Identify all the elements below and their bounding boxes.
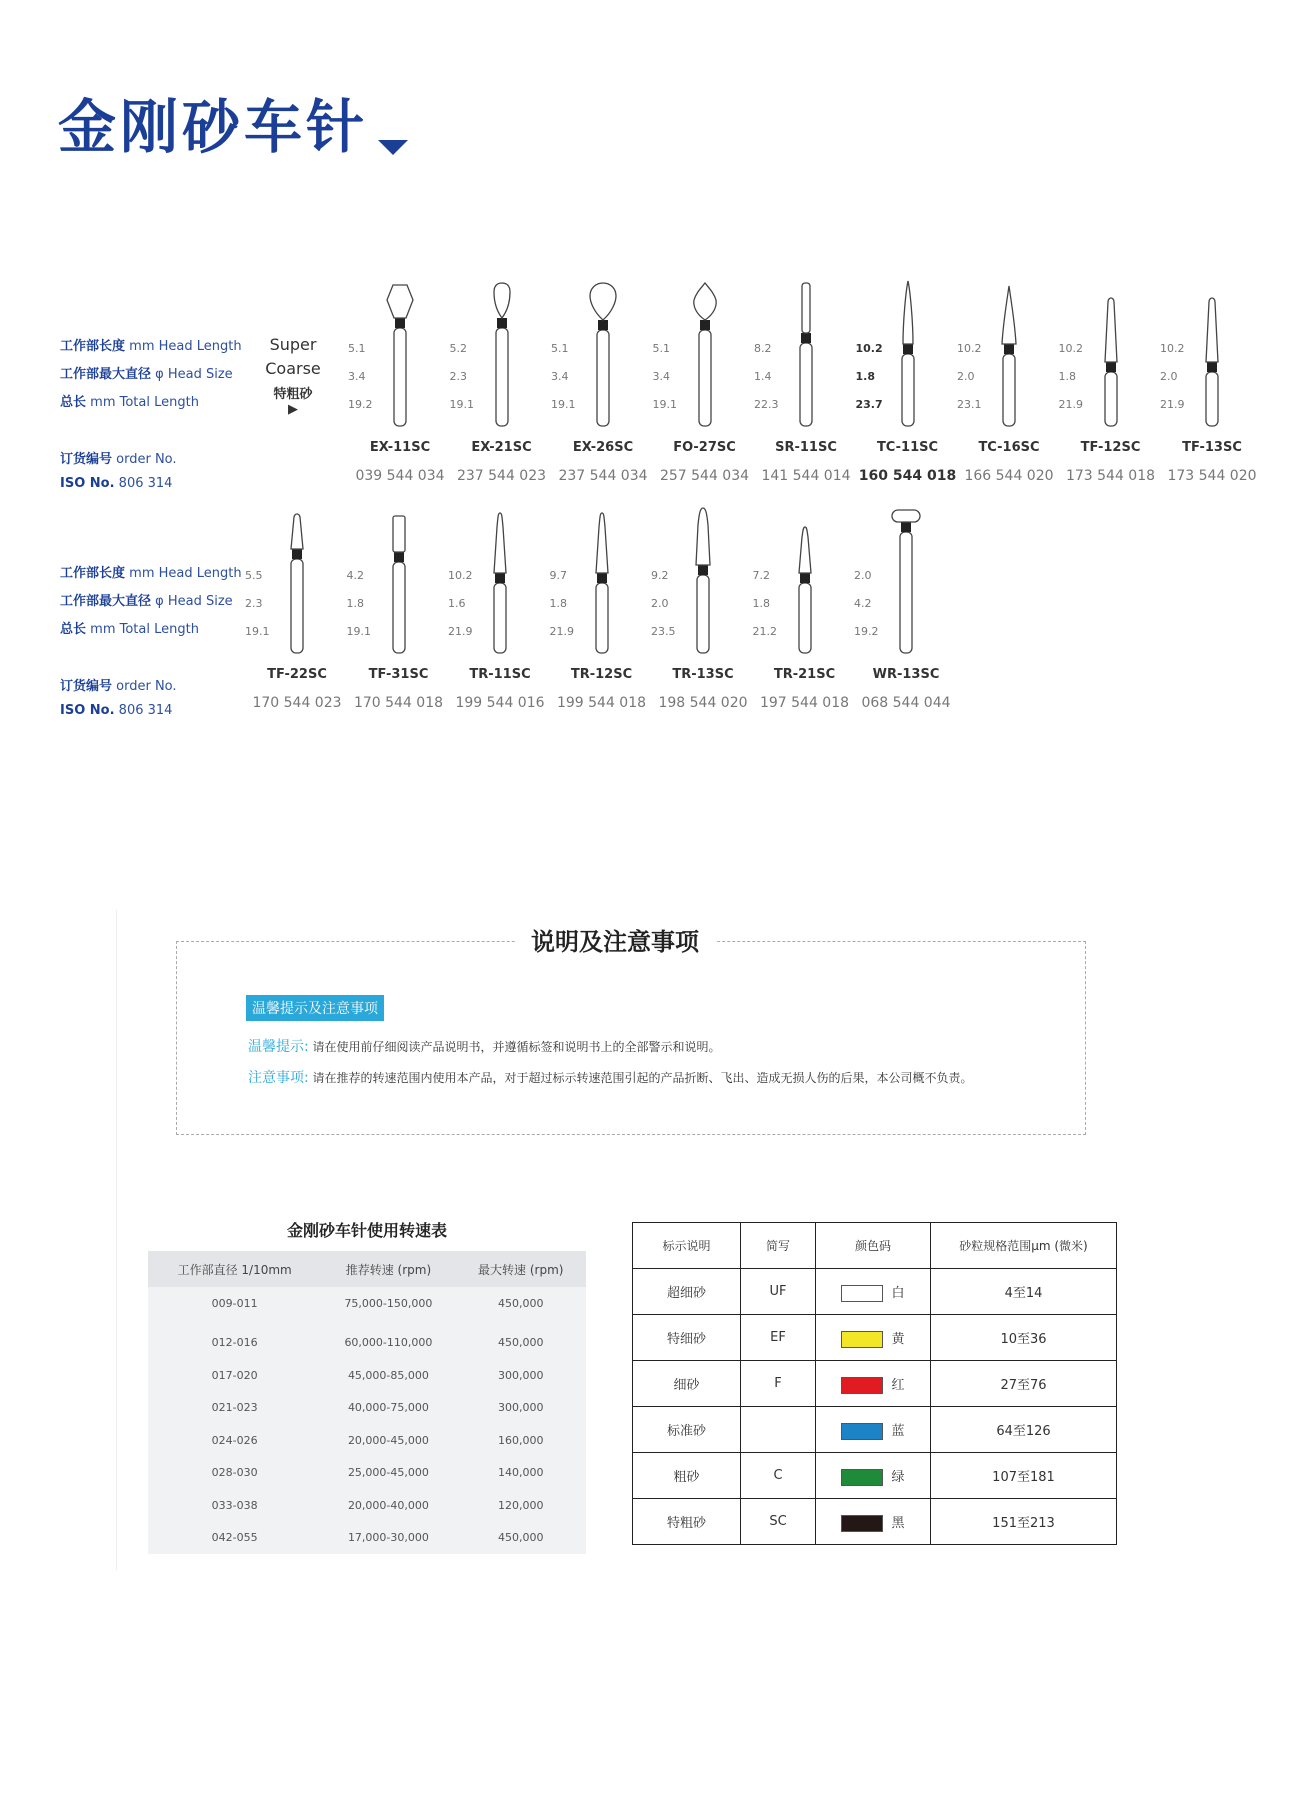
bur-spec-tl: 19.1: [346, 625, 371, 638]
table-cell: 粗砂: [633, 1453, 741, 1499]
bur-spec-hl: 10.2: [855, 342, 883, 355]
label-order-no: 订货编号 order No.: [60, 679, 177, 694]
bur-spec-tl: 21.9: [1058, 398, 1083, 411]
table-cell: 27至76: [931, 1361, 1117, 1407]
chevron-down-icon: [378, 140, 408, 155]
bur-item: [652, 280, 755, 490]
color-swatch: [841, 1515, 883, 1532]
table-cell: UF: [741, 1269, 816, 1315]
table-cell: [816, 1453, 931, 1499]
bur-spec-hs: 2.3: [245, 597, 263, 610]
bur-spec-tl: 19.1: [551, 398, 576, 411]
bur-spec-hl: 5.1: [348, 342, 366, 355]
bur-drawing: [585, 507, 619, 657]
grit-class-super-coarse: Super Coarse 特粗砂 ▶: [265, 335, 321, 417]
bur-order-code: TR-13SC: [672, 667, 734, 682]
table-cell: 300,000: [498, 1401, 544, 1415]
bur-item: [346, 507, 449, 717]
col-header: 工作部直径 1/10mm: [148, 1251, 321, 1287]
bur-item: [959, 280, 1059, 490]
bur-item: [752, 507, 855, 717]
bur-spec-hl: 10.2: [448, 569, 473, 582]
bur-spec-hl: 9.2: [651, 569, 669, 582]
table-header-row: [148, 1251, 586, 1287]
bur-order-code: TF-13SC: [1182, 440, 1242, 455]
label-total-length: 总长 mm Total Length: [60, 622, 199, 637]
bur-item: [449, 280, 552, 490]
table-row: [633, 1499, 1117, 1545]
bur-item: [653, 507, 753, 717]
bur-spec-hl: 9.7: [549, 569, 567, 582]
table-cell: 017-020: [211, 1368, 258, 1382]
bur-spec-hl: 5.1: [551, 342, 569, 355]
bur-spec-tl: 21.2: [752, 625, 777, 638]
bur-spec-hs: 2.0: [1160, 370, 1178, 383]
bur-spec-tl: 19.1: [245, 625, 270, 638]
bur-order-code: WR-13SC: [872, 667, 940, 682]
bur-iso-number: 170 544 018: [353, 695, 444, 711]
bur-spec-hs: 1.6: [448, 597, 466, 610]
table-row: [148, 1359, 586, 1392]
bur-iso-number: 199 544 016: [455, 695, 545, 711]
table-cell: 033-038: [211, 1498, 258, 1512]
bur-iso-number: 039 544 034: [355, 468, 445, 484]
bur-spec-hs: 4.2: [854, 597, 872, 610]
color-swatch: [841, 1331, 883, 1348]
table-row: [148, 1522, 586, 1555]
bur-iso-number: 170 544 023: [252, 695, 342, 711]
bur-iso-number: 068 544 044: [861, 695, 951, 711]
table-row: [633, 1407, 1117, 1453]
bur-spec-tl: 19.2: [854, 625, 879, 638]
tip-line: 温馨提示: 请在使用前仔细阅读产品说明书，并遵循标签和说明书上的全部警示和说明。: [248, 1039, 721, 1055]
table-cell: 10至36: [931, 1315, 1117, 1361]
bur-drawing: [686, 507, 720, 657]
label-head-size: 工作部最大直径 φ Head Size: [60, 594, 233, 609]
bur-spec-tl: 23.7: [855, 398, 883, 411]
bur-order-code: TR-11SC: [469, 667, 531, 682]
bur-item: [247, 507, 347, 717]
bur-spec-hs: 2.0: [957, 370, 975, 383]
bur-order-code: TF-31SC: [368, 667, 429, 682]
bur-drawing: [891, 280, 925, 430]
table-cell: 107至181: [931, 1453, 1117, 1499]
bur-drawing: [382, 507, 416, 657]
table-cell: 细砂: [633, 1361, 741, 1407]
bur-spec-hl: 4.2: [346, 569, 364, 582]
bur-spec-tl: 22.3: [754, 398, 779, 411]
bur-spec-hs: 1.8: [1058, 370, 1076, 383]
table-cell: [816, 1269, 931, 1315]
bur-order-code: EX-21SC: [471, 440, 532, 455]
bur-drawing: [788, 507, 822, 657]
bur-iso-number: 237 544 023: [456, 468, 547, 484]
speed-table: [148, 1251, 586, 1554]
table-cell: 25,000-45,000: [347, 1466, 429, 1480]
bur-iso-number: 237 544 034: [558, 468, 648, 484]
label-total-length: 总长 mm Total Length: [60, 395, 199, 410]
color-name: 绿: [891, 1469, 905, 1485]
label-head-size: 工作部最大直径 φ Head Size: [60, 367, 233, 382]
table-cell: 009-011: [211, 1296, 258, 1310]
bur-spec-hs: 3.4: [652, 370, 670, 383]
notes-heading: 说明及注意事项: [515, 922, 715, 957]
label-head-length: 工作部长度 mm Head Length: [60, 566, 242, 581]
color-swatch: [841, 1377, 883, 1394]
table-row: [633, 1453, 1117, 1499]
bur-spec-hl: 10.2: [1160, 342, 1185, 355]
bur-spec-hs: 2.3: [449, 370, 467, 383]
bur-drawing: [688, 280, 722, 430]
bur-iso-number: 166 544 020: [964, 468, 1054, 484]
table-cell: 45,000-85,000: [347, 1368, 429, 1382]
table-cell: [741, 1407, 816, 1453]
table-row: [148, 1287, 586, 1320]
bur-iso-number: 197 544 018: [759, 695, 850, 711]
table-cell: 021-023: [211, 1401, 258, 1415]
table-cell: 140,000: [498, 1466, 544, 1480]
table-cell: 60,000-110,000: [344, 1336, 433, 1350]
bur-drawing: [383, 280, 417, 430]
bur-spec-hl: 5.5: [245, 569, 263, 582]
bur-spec-hs: 1.8: [855, 370, 875, 383]
bur-order-code: SR-11SC: [775, 440, 837, 455]
table-row: [148, 1489, 586, 1522]
bur-item: [856, 507, 956, 717]
col-header: 简写: [741, 1223, 816, 1269]
table-cell: EF: [741, 1315, 816, 1361]
table-cell: [816, 1361, 931, 1407]
table-cell: 028-030: [211, 1466, 258, 1480]
bur-order-code: TR-12SC: [570, 667, 633, 682]
table-cell: F: [741, 1361, 816, 1407]
table-cell: 160,000: [498, 1433, 544, 1447]
bur-order-code: TC-16SC: [978, 440, 1040, 455]
bur-spec-hs: 1.8: [549, 597, 567, 610]
col-header: 推荐转速 (rpm): [321, 1251, 455, 1287]
bur-drawing: [1094, 280, 1128, 430]
bur-item: [549, 507, 652, 717]
col-header: 颜色码: [816, 1223, 931, 1269]
table-row: [633, 1361, 1117, 1407]
bur-iso-number: 257 544 034: [659, 468, 750, 484]
color-swatch: [841, 1285, 883, 1302]
bur-drawing: [280, 507, 314, 657]
color-name: 黑: [891, 1515, 905, 1531]
table-row: [148, 1457, 586, 1490]
bur-spec-tl: 21.9: [1160, 398, 1185, 411]
table-cell: 20,000-40,000: [347, 1498, 429, 1512]
bur-spec-hs: 2.0: [651, 597, 669, 610]
table-cell: 75,000-150,000: [344, 1296, 433, 1310]
label-head-length: 工作部长度 mm Head Length: [60, 339, 242, 354]
bur-item: [855, 280, 958, 490]
bur-spec-tl: 23.5: [651, 625, 676, 638]
table-cell: [816, 1315, 931, 1361]
bur-order-code: FO-27SC: [673, 440, 736, 455]
table-cell: 20,000-45,000: [347, 1433, 429, 1447]
table-cell: 超细砂: [633, 1269, 741, 1315]
label-iso-no: ISO No. 806 314: [60, 703, 173, 718]
table-cell: C: [741, 1453, 816, 1499]
table-row: [148, 1320, 586, 1360]
bur-spec-tl: 19.1: [652, 398, 677, 411]
label-order-no: 订货编号 order No.: [60, 452, 177, 467]
table-cell: 特细砂: [633, 1315, 741, 1361]
warning-line: 注意事项: 请在推荐的转速范围内使用本产品，对于超过标示转速范围引起的产品折断、飞出、造成无损人伤的后果，本公司概不负责。: [248, 1070, 973, 1086]
bur-spec-hs: 3.4: [348, 370, 366, 383]
bur-drawing: [485, 280, 519, 430]
bur-spec-hl: 5.1: [652, 342, 670, 355]
bur-iso-number: 160 544 018: [858, 468, 957, 484]
bur-order-code: EX-26SC: [572, 440, 634, 455]
grit-color-table: [632, 1222, 1117, 1545]
bur-spec-hs: 3.4: [551, 370, 569, 383]
color-name: 黄: [891, 1331, 905, 1347]
col-header: 标示说明: [633, 1223, 741, 1269]
table-cell: 标准砂: [633, 1407, 741, 1453]
bur-spec-hs: 1.8: [752, 597, 770, 610]
table-cell: 042-055: [211, 1531, 258, 1545]
col-header: 砂粒规格范围μm (微米): [931, 1223, 1117, 1269]
bur-drawing: [889, 507, 923, 657]
table-cell: 450,000: [498, 1531, 544, 1545]
bur-drawing: [483, 507, 517, 657]
bur-item: [1162, 280, 1262, 490]
table-cell: 450,000: [498, 1296, 544, 1310]
table-cell: 17,000-30,000: [347, 1531, 429, 1545]
table-cell: 特粗砂: [633, 1499, 741, 1545]
bur-order-code: TF-12SC: [1080, 440, 1141, 455]
bur-item: [350, 280, 450, 490]
table-cell: 151至213: [931, 1499, 1117, 1545]
label-iso-no: ISO No. 806 314: [60, 476, 173, 491]
bur-spec-tl: 19.1: [449, 398, 474, 411]
bur-order-code: TF-22SC: [267, 667, 327, 682]
table-cell: 40,000-75,000: [347, 1401, 429, 1415]
bur-iso-number: 198 544 020: [658, 695, 748, 711]
color-name: 白: [891, 1285, 905, 1301]
color-swatch: [841, 1423, 883, 1440]
col-header: 最大转速 (rpm): [456, 1251, 586, 1287]
bur-spec-tl: 23.1: [957, 398, 982, 411]
table-cell: SC: [741, 1499, 816, 1545]
bur-item: [450, 507, 550, 717]
table-header-row: [633, 1223, 1117, 1269]
bur-spec-tl: 19.2: [348, 398, 373, 411]
tips-badge: 温馨提示及注意事项: [246, 995, 384, 1021]
bur-spec-tl: 21.9: [448, 625, 473, 638]
color-name: 蓝: [891, 1423, 905, 1439]
table-row: [633, 1269, 1117, 1315]
table-cell: 024-026: [211, 1433, 258, 1447]
bur-spec-tl: 21.9: [549, 625, 574, 638]
bur-drawing: [992, 280, 1026, 430]
color-swatch: [841, 1469, 883, 1486]
page-title: 金刚砂车针: [58, 93, 369, 161]
bur-spec-hl: 7.2: [752, 569, 770, 582]
bur-spec-hs: 1.4: [754, 370, 772, 383]
table-cell: 120,000: [498, 1498, 544, 1512]
table-cell: [816, 1499, 931, 1545]
table-row: [148, 1392, 586, 1425]
bur-iso-number: 199 544 018: [556, 695, 647, 711]
bur-drawing: [789, 280, 823, 430]
bur-iso-number: 141 544 014: [761, 468, 851, 484]
bur-order-code: EX-11SC: [369, 440, 431, 455]
bur-iso-number: 173 544 018: [1065, 468, 1156, 484]
bur-item: [1058, 280, 1161, 490]
table-cell: 4至14: [931, 1269, 1117, 1315]
bur-iso-number: 173 544 020: [1167, 468, 1257, 484]
bur-drawing: [1195, 280, 1229, 430]
bur-spec-hl: 2.0: [854, 569, 872, 582]
bur-spec-hl: 10.2: [957, 342, 982, 355]
bur-item: [553, 280, 653, 490]
divider: [116, 910, 117, 1570]
bur-drawing: [586, 280, 620, 430]
table-row: [148, 1424, 586, 1457]
table-cell: [816, 1407, 931, 1453]
bur-spec-hl: 10.2: [1058, 342, 1083, 355]
bur-order-code: TC-11SC: [876, 440, 939, 455]
speed-table-title: 金刚砂车针使用转速表: [286, 1221, 447, 1240]
bur-spec-hl: 8.2: [754, 342, 772, 355]
table-cell: 450,000: [498, 1336, 544, 1350]
table-row: [633, 1315, 1117, 1361]
table-cell: 300,000: [498, 1368, 544, 1382]
table-cell: 64至126: [931, 1407, 1117, 1453]
bur-spec-hs: 1.8: [346, 597, 364, 610]
table-cell: 012-016: [211, 1336, 258, 1350]
color-name: 红: [891, 1377, 905, 1393]
bur-spec-hl: 5.2: [449, 342, 467, 355]
bur-order-code: TR-21SC: [773, 667, 836, 682]
bur-item: [756, 280, 856, 490]
